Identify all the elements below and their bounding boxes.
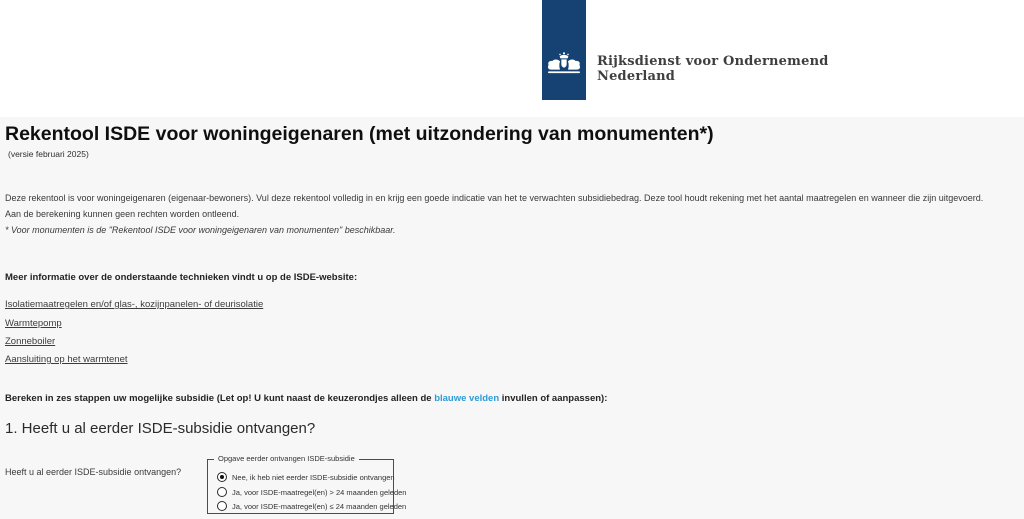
blauwe-velden-highlight: blauwe velden <box>434 393 500 404</box>
radio-button-icon[interactable] <box>217 501 227 511</box>
isde-history-fieldset <box>207 454 407 514</box>
link-warmtepomp[interactable]: Warmtepomp <box>5 318 62 329</box>
dutch-coat-of-arms-icon <box>544 50 584 78</box>
radio-option-label: Ja, voor ISDE-maatregel(en) > 24 maanden geleden <box>232 487 407 497</box>
radio-option-label: Nee, ik heb niet eerder ISDE-subsidie ontvangen <box>232 472 395 482</box>
rvo-logo <box>542 0 586 100</box>
step1-question-label: Heeft u al eerder ISDE-subsidie ontvangen? <box>5 467 182 477</box>
radio-option-label: Ja, voor ISDE-maatregel(en) ≤ 24 maanden geleden <box>232 501 407 511</box>
steps-intro <box>5 393 607 404</box>
fieldset-legend: Opgave eerder ontvangen ISDE-subsidie <box>214 454 359 463</box>
radio-button-icon[interactable] <box>217 487 227 497</box>
content-area-background <box>0 117 1024 519</box>
brand-line-2: Nederland <box>597 69 676 84</box>
link-aansluiting-warmtenet[interactable]: Aansluiting op het warmtenet <box>5 354 128 365</box>
intro-line-1: Deze rekentool is voor woningeigenaren (eigenaar-bewoners). Vul deze rekentool volledig in en krijg een goede indicatie van het te verwachten subsidiebedrag. Deze tool houdt rekening met het aantal maatregelen en wanneer die zijn uitgevoerd. <box>5 193 984 203</box>
steps-intro-before: Bereken in zes stappen uw mogelijke subsidie (Let op! U kunt naast de keuzerondjes alleen de <box>5 393 435 404</box>
intro-note: * Voor monumenten is de "Rekentool ISDE voor woningeigenaren van monumenten" beschikbaar. <box>5 225 396 235</box>
radio-option-ja-binnen-24-maanden[interactable] <box>217 501 406 511</box>
radio-button-icon[interactable] <box>217 472 227 482</box>
intro-line-2: Aan de berekening kunnen geen rechten worden ontleend. <box>5 209 240 219</box>
radio-option-nee-niet-eerder[interactable] <box>217 472 395 482</box>
radio-option-ja-meer-dan-24-maanden[interactable] <box>217 487 406 497</box>
link-zonneboiler[interactable]: Zonneboiler <box>5 336 56 347</box>
step1-heading: 1. Heeft u al eerder ISDE-subsidie ontvangen? <box>5 420 316 437</box>
brand-name <box>597 54 829 84</box>
version-label: (versie februari 2025) <box>8 149 89 159</box>
page-title: Rekentool ISDE voor woningeigenaren (met uitzondering van monumenten*) <box>5 123 714 145</box>
brand-line-1: Rijksdienst voor Ondernemend <box>597 54 829 69</box>
links-heading: Meer informatie over de onderstaande technieken vindt u op de ISDE-website: <box>5 272 358 283</box>
intro-paragraph <box>5 190 983 238</box>
link-isolatiemaatregelen[interactable]: Isolatiemaatregelen en/of glas-, kozijnpanelen- of deurisolatie <box>5 299 264 310</box>
steps-intro-after: invullen of aanpassen): <box>499 393 608 404</box>
